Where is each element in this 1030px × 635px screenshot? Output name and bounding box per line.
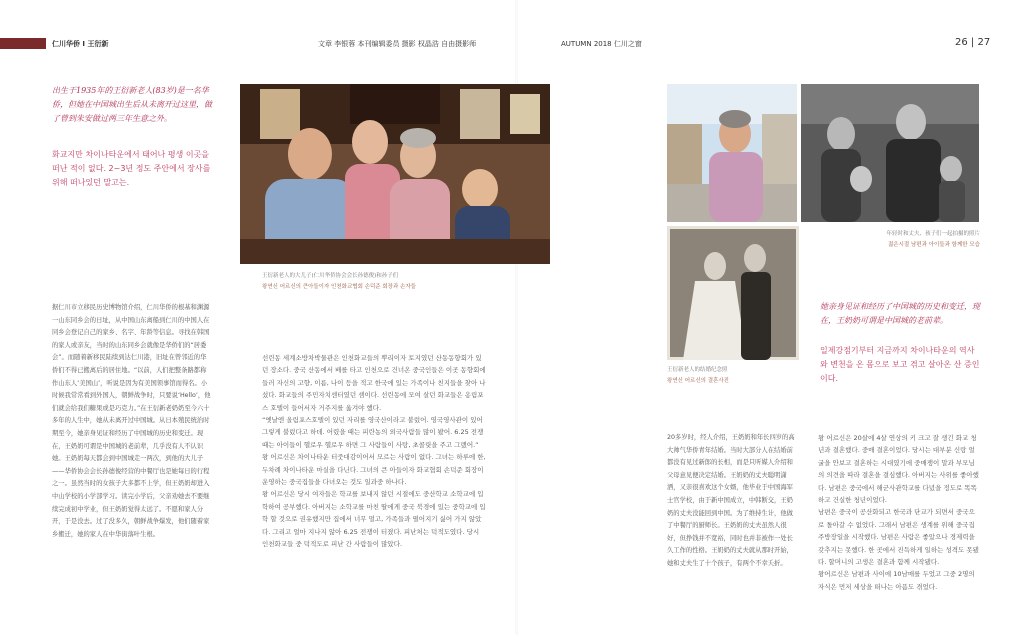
wedding-photo [667, 226, 799, 360]
main-photo-caption-chinese: 王衍新老人的大儿子(仁川华侨协会会长孙德俊)和孙子们 [262, 273, 399, 279]
pullquote-korean: 화교지만 차이나타운에서 태어나 평생 이곳을 떠난 적이 없다. 2~3년 정도 주안에서 장사를 위해 떠나있던 말고는. [52, 150, 211, 187]
issue-label: AUTUMN 2018 仁川之窗 [561, 40, 642, 48]
old-family-photo [801, 84, 979, 222]
section-color-bar [0, 38, 46, 49]
body-text-chinese-left: 据仁川市立移民历史博物馆介绍，仁川华侨的根基和渊源一山东同乡会的日址，从中国山东离船到仁川的中国人在同乡会登记自己的家乡、名字、年龄等信息。寻找在韩国的家人或亲友，当时的山东同乡会就像是华侨们的“居委会”。而随着新移民陆续到达仁川港，旧址在曾邻近的华侨们不得已搬离后的居住地。“以前，人们把整条路都称作山东人‘美国山’，听说是因为有美国领事馆而得名。小时候我常常看到外国人，朝鲜战争时，只要说‘Hello’，他们就会给我们糖果或是巧克力。”在王衍新老奶奶至今六十多年的人生中，她从未离开过中国城。从日本殖民统治时期至今，她亲身见证和经历了中国城的历史和变迁。现在，王奶奶可谓是中国城的老前辈，几乎没有人不认识她。王奶奶每天都会到中国城走一两次，到他的大儿子——华侨协会会长孙德俊经营的中餐厅也是她每日的行程之一。虽然当时的女孩子大多都不上学，但王奶奶却进入中山学校的小学部学习。读完小学后，父亲劝她去不要继续完成初中学业，但王奶奶觉得太远了。不愿和家人分开，于是没去。过了没多久，朝鲜战争爆发，他们随着家乡搬迁，她的家人在中华街落叶生根。 [52, 304, 211, 538]
pullquote-chinese-right: 她亲身见证和经历了中国城的历史和变迁，现在，王奶奶可谓是中国城的老前辈。 [820, 302, 980, 325]
section-label: 仁川华侨 Ⅰ 王衍新 [52, 40, 109, 48]
page-numbers: 26 | 27 [955, 37, 991, 48]
family-photo-caption-korean: 젊은시절 남편과 아이들과 함께한 모습 [887, 242, 980, 248]
family-photo-caption-chinese: 年轻时和丈夫、孩子们一起拍摄的照片 [886, 231, 980, 237]
family-photo [240, 84, 550, 264]
wedding-caption-korean: 왕연신 어르신의 결혼사진 [667, 378, 729, 384]
portrait-photo [667, 84, 797, 222]
article-credits: 文章 李银蓉 本刊编辑委员 摄影 权晶浩 自由摄影师 [318, 40, 477, 48]
body-text-korean-left: 선린동 세계소방차박물관은 인천화교들의 뿌리이자 토지였던 산동동향회가 있던 장소다. 중국 산동에서 배를 타고 인천으로 건너온 중국인들은 이곳 동향회에 들러 자신의 고향, 이름, 나이 등을 적고 한국에 있는 가족이나 친지들을 찾아 나섰다. 화교들의 주민자치센터였던 셈이다. 선린동에 모여 살던 화교들은 옹림포스 호텔이 들어서자 거주지를 옮겨야 했다. “옛날엔 올림포스호텔이 있던 자리를 영국산이라고 불렀어. 영국영사관이 있어 그렇게 불렀다고 하데. 어렸을 때는 피란농의 외국사람들 많이 봤어. 6.25 전쟁때는 아이들이 헬로우 헬로우 하면 그 사람들이 사탕, 초콜릿을 주고 그랬어.” 왕 어르신은 차이나타운 터줏대감이어서 모르는 사람이 없다. 그녀는 하루에 한, 두차례 차이나타운 마실을 다닌다. 그녀의 큰 아들이자 화교협회 손덕준 회장이 운영하는 중국집들을 다녀오는 것도 일과중 하나다. 왕 어르신은 당시 여자들은 학교를 보내지 않던 시절에도 중산학교 소학교에 입학하여 공부했다. 아버지는 소학교를 마친 딸에게 중국 북경에 있는 중학교에 입학 할 것으로 권유했지만 집에서 너무 멀고, 가족들과 떨어지기 싫어 가지 않았다. 그리고 얼마 지나지 않아 6.25 전쟁이 터졌다. 피난처는 덕적도였다. 당시 인천화교들 중 덕적도로 피난 간 사람들이 많았다. [262, 354, 486, 549]
main-photo-caption-korean: 왕연신 어르신의 큰아들이자 인천화교협회 손덕준 회장과 손자들 [262, 284, 416, 290]
pullquote-chinese: 出生于1935年的王衍新老人(83岁)是一名华侨，但她在中国城出生后从未离开过这里，做了曾到朱安做过两三年生意之外。 [52, 86, 212, 123]
body-text-chinese-right: 20多岁时，经人介绍，王奶奶和年长四岁的高大帅气华侨青年结婚。当时大部分人在结婚前都没有见过新郎的长相，而是只听媒人介绍和父母意见便决定结婚。王奶奶的丈夫聪明潇洒，又亲很喜欢这个女婿，他毕业于中国海军士官学校，由于新中国成立，中韩断交，王奶奶的丈夫没能回到中国。为了维持生计，他做了中餐厅的厨师长。王奶奶的丈夫虽然人很好，但挣钱并不宽裕，同时也并非被作一处长久工作的性格。王奶奶的丈夫就从那时开始，她和丈夫生了十个孩子，有两个不幸夭折。 [667, 434, 795, 567]
pullquote-korean-right: 일제강점기부터 지금까지 차이나타운의 역사와 변천을 온 몸으로 보고 겪고 살아온 산 증인이다. [820, 346, 980, 383]
wedding-caption-chinese: 王衍新老人的结婚纪念照 [667, 367, 728, 373]
body-text-korean-right: 왕 어르신은 20살에 4살 연상의 키 크고 잘 생긴 화교 청년과 결혼했다. 중매 결혼이었다. 당시는 대부분 신랑 얼굴을 안보고 결혼하는 시대였기에 중매쟁이 말과 부모님의 의견을 따라 결혼을 결심했다. 아버지는 사위를 좋아했다. 남편은 중국에서 해군사관학교를 다녔을 정도로 똑똑하고 건실한 청년이었다. 남편은 중국이 공산화되고 한국과 단교가 되면서 중국으로 돌아갈 수 없었다. 그래서 남편은 생계를 위해 중국집 주방장일을 시작했다. 남편은 사람은 좋았으나 경제력을 갖추지는 못했다. 한 곳에서 진득하게 일하는 성격도 못됐다. 할머니의 고생은 결혼과 함께 시작됐다. 왕어르신은 남편과 사이에 10남매를 두었고 그중 2명의 자식은 먼저 세상을 떠나는 아픔도 겪었다. [818, 434, 979, 591]
